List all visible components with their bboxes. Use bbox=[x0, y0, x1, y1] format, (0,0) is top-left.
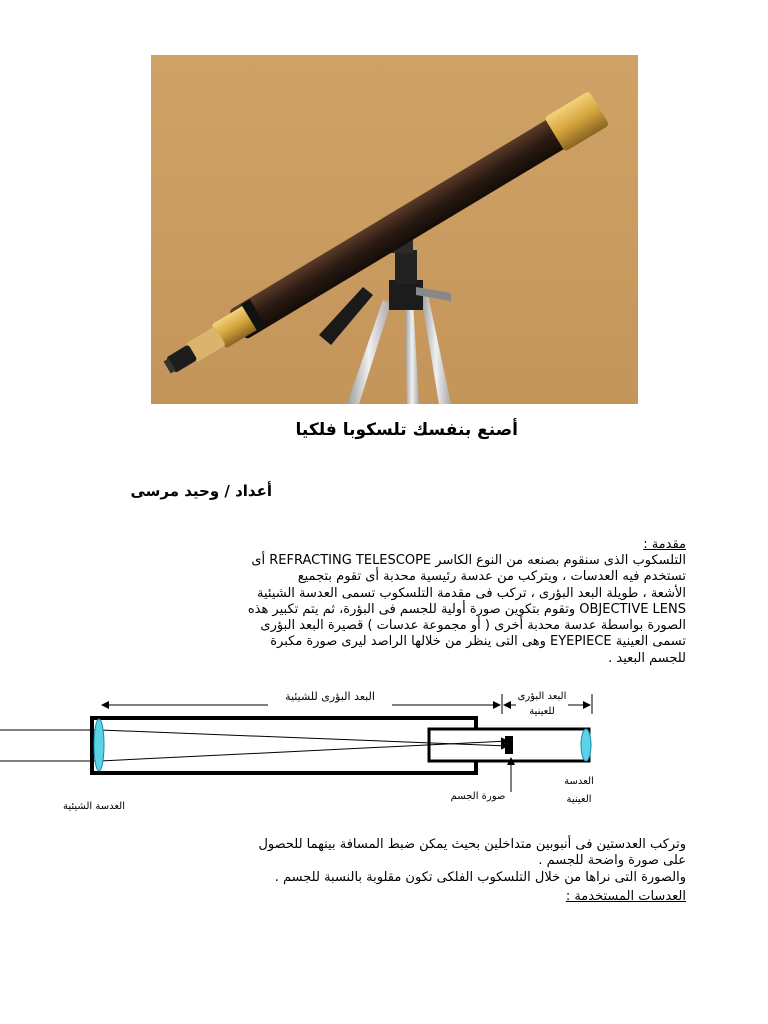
image-label: صورة الجسم bbox=[450, 791, 506, 802]
body-paragraph bbox=[96, 837, 686, 886]
intro-line: التلسكوب الذى سنقوم بصنعه من النوع الكاسر REFRACTING TELESCOPE أى bbox=[251, 553, 686, 568]
objective-focal-label: البعد البؤرى للشيئية bbox=[285, 690, 375, 703]
intro-paragraph bbox=[96, 553, 686, 667]
intro-line: الصورة بواسطة عدسة محدبة أخرى ( أو مجموعة عدسات ) قصيرة البعد البؤرى bbox=[260, 618, 686, 634]
intro-heading: مقدمة : bbox=[643, 537, 686, 552]
body-line: والصورة التى نراها من خلال التلسكوب الفلكى تكون مقلوبة بالنسبة للجسم . bbox=[274, 869, 686, 885]
eyepiece-focal-label: البعد البؤرى bbox=[517, 691, 567, 702]
telescope-diagram bbox=[0, 684, 768, 819]
intro-line: الأشعة ، طويلة البعد البؤرى ، تركب فى مقدمة التلسكوب تسمى العدسة الشيئية bbox=[257, 585, 686, 601]
author-line: أعداد / وحيد مرسى bbox=[130, 482, 272, 500]
intro-line: تسمى العينية EYEPIECE وهى التى ينظر من خلالها الراصد ليرى صورة مكبرة bbox=[270, 634, 686, 650]
page-title: أصنع بنفسك تلسكوبا فلكيا bbox=[295, 420, 518, 440]
lenses-heading: العدسات المستخدمة : bbox=[565, 889, 686, 904]
body-line: وتركب العدستين فى أنبوبين متداخلين بحيث يمكن ضبط المسافة بينهما للحصول bbox=[258, 837, 686, 852]
intro-line: OBJECTIVE LENS وتقوم بتكوين صورة أولية للجسم فى البؤرة، ثم يتم تكبير هذه bbox=[247, 601, 686, 617]
objective-lens-label: العدسة الشيئية bbox=[63, 801, 125, 812]
body-line: على صورة واضحة للجسم . bbox=[538, 853, 686, 869]
eyepiece-lens-label: العينية bbox=[566, 794, 592, 805]
eyepiece-focal-label: للعينية bbox=[529, 706, 555, 717]
intro-line: تستخدم فيه العدسات ، ويتركب من عدسة رئيسية محدبة أى تقوم بتجميع bbox=[297, 569, 686, 585]
eyepiece-lens-label: العدسة bbox=[564, 776, 594, 787]
telescope-photo bbox=[151, 55, 638, 404]
intro-line: للجسم البعيد . bbox=[608, 650, 686, 666]
